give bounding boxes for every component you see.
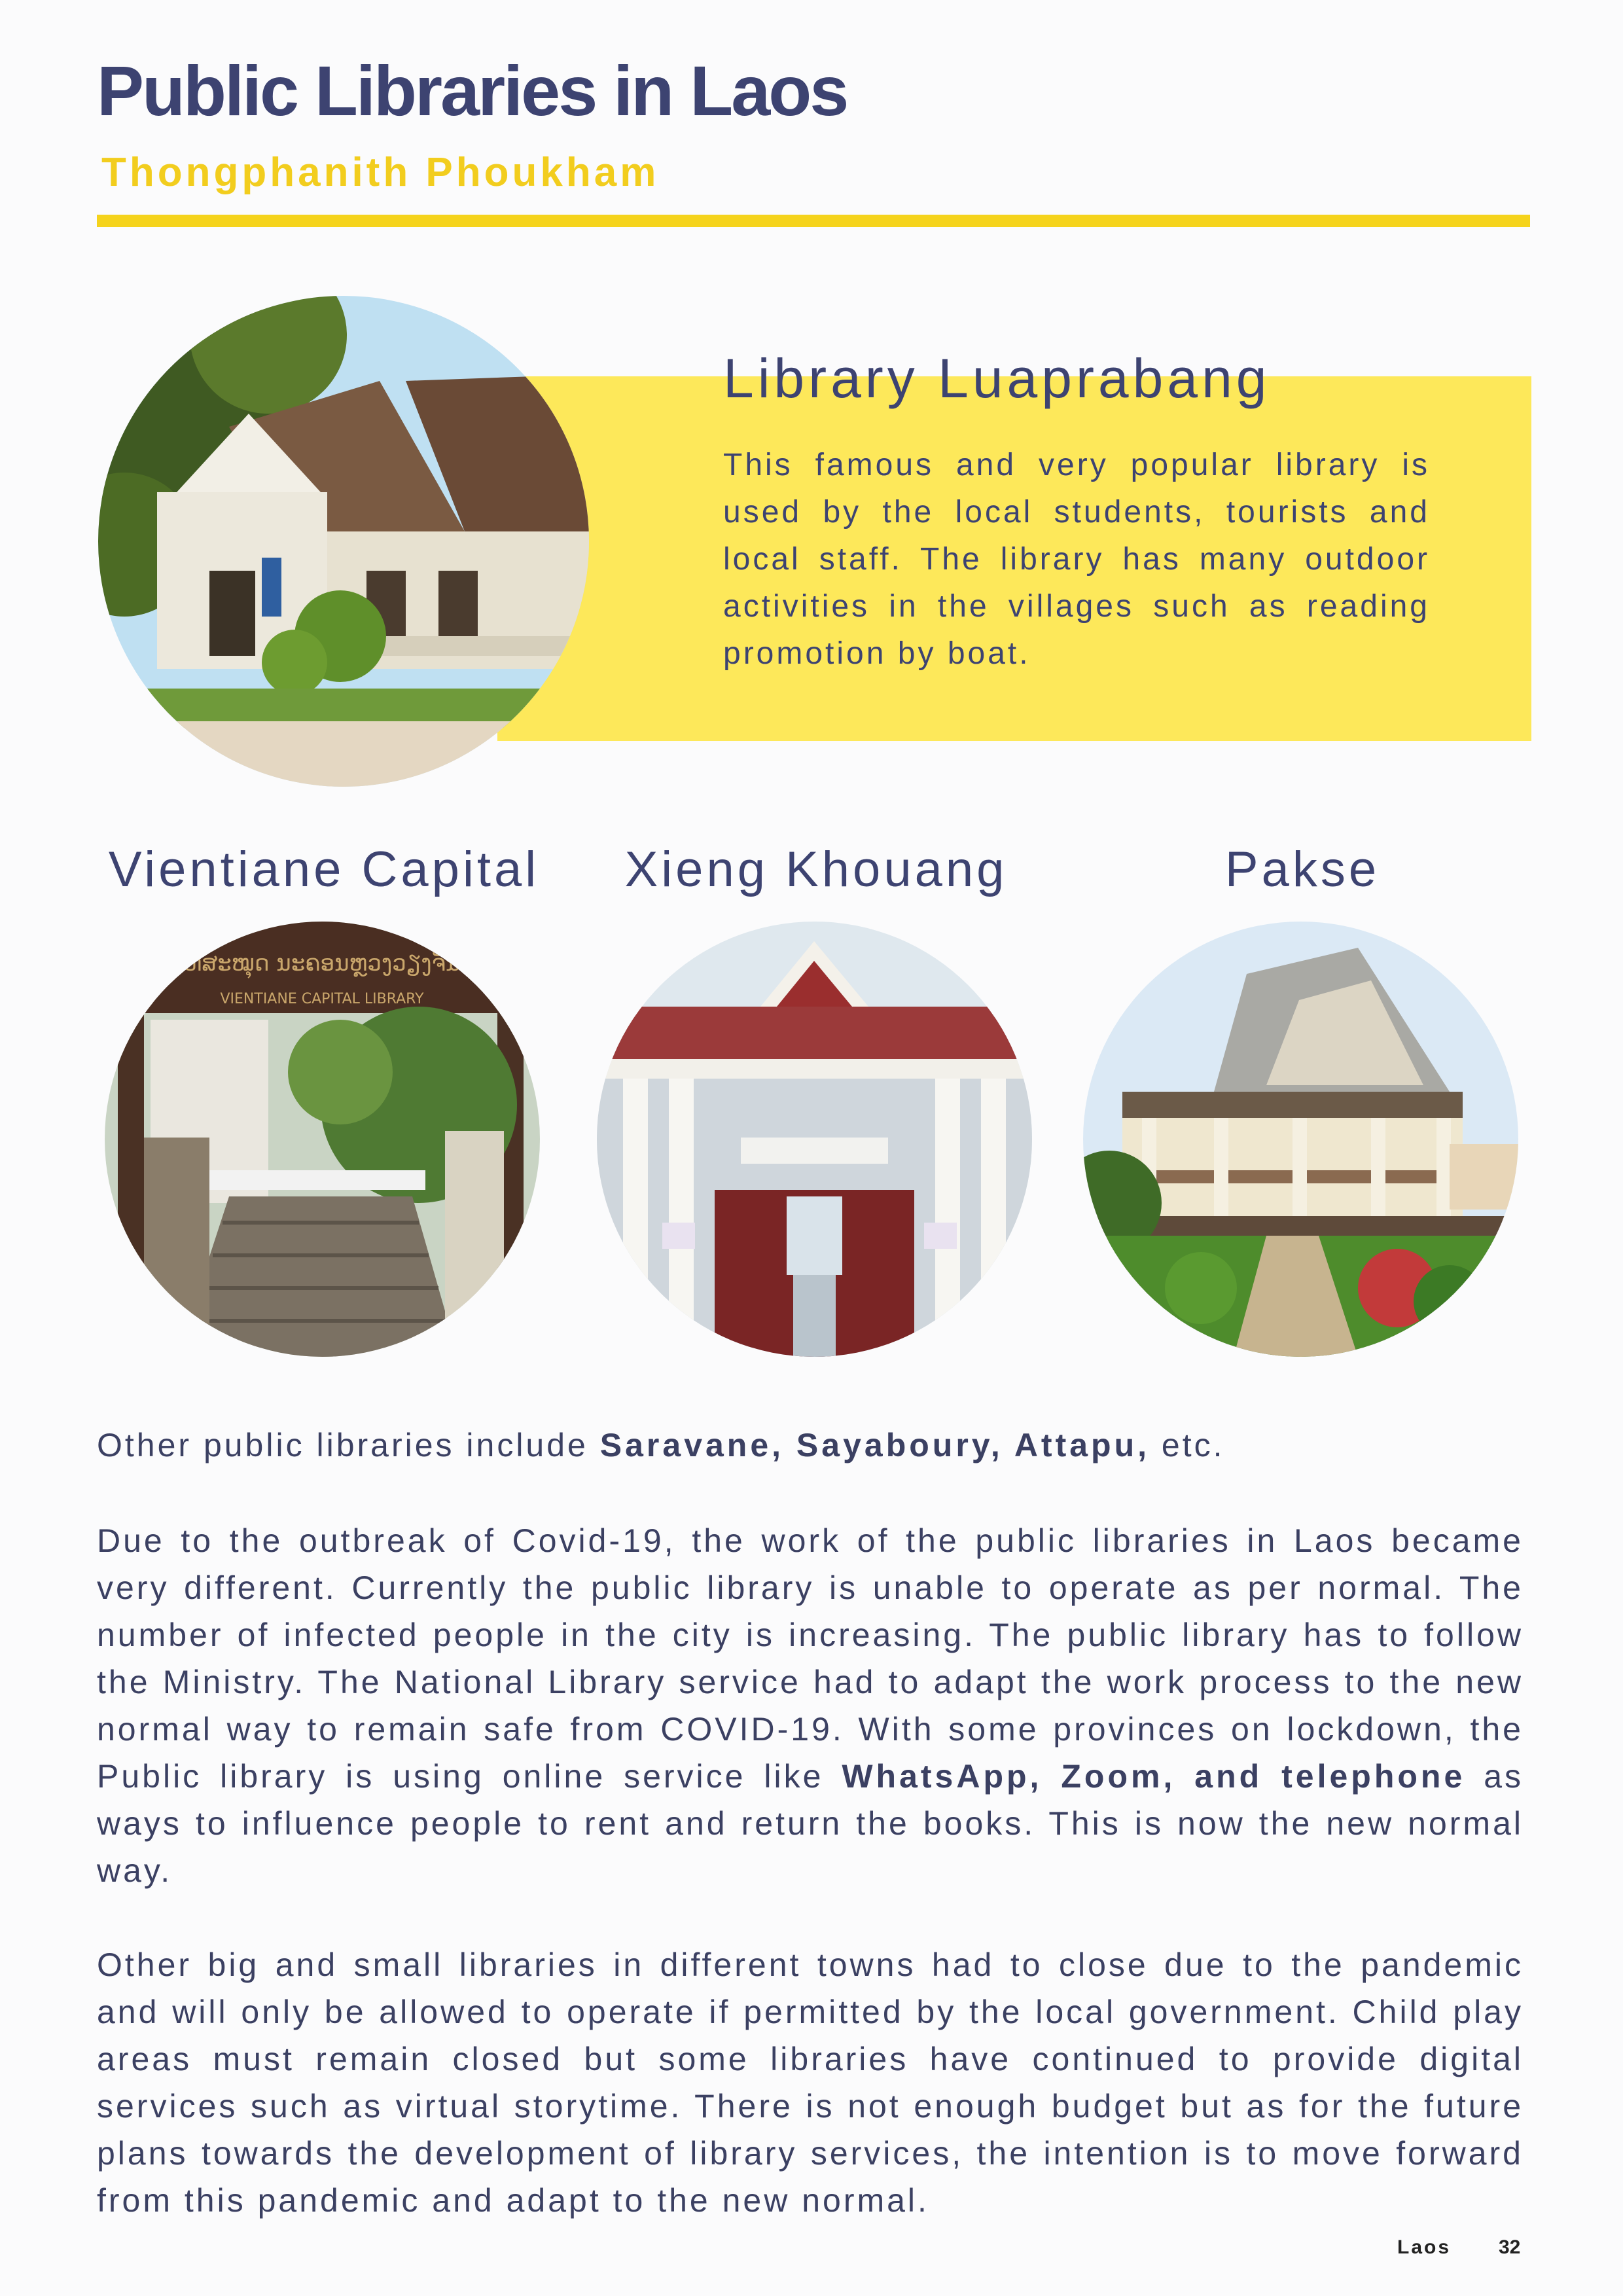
vientiane-sign-english: VIENTIANE CAPITAL LIBRARY bbox=[220, 991, 424, 1007]
city-label-xieng-khouang: Xieng Khouang bbox=[624, 842, 1008, 897]
page-number: 32 bbox=[1499, 2236, 1521, 2258]
covid-paragraph bbox=[97, 1517, 1524, 1894]
p1-bold-places: Saravane, Sayaboury, Attapu, bbox=[599, 1427, 1150, 1463]
city-label-vientiane: Vientiane Capital bbox=[108, 842, 540, 897]
p2-part-b: as ways to influence people to rent and return the books. This is now the new normal way. bbox=[97, 1758, 1524, 1889]
xieng-khouang-library-photo bbox=[597, 922, 1032, 1357]
author-name: Thongphanith Phoukham bbox=[101, 150, 660, 195]
vientiane-library-photo bbox=[105, 922, 540, 1357]
feature-description: This famous and very popular library is used by the local students, tourists and local staff. The library has many outdoor activities in the villages such as reading promotion by boat. bbox=[723, 448, 1430, 671]
pakse-library-photo bbox=[1083, 922, 1518, 1357]
feature-title: Library Luaprabang bbox=[723, 348, 1271, 409]
footer-section-label: Laos bbox=[1397, 2236, 1452, 2258]
other-libraries-paragraph bbox=[97, 1422, 1524, 1469]
p2-part-a: Due to the outbreak of Covid-19, the work of the public libraries in Laos became very different. Currently the public library is unable to operate as per normal. The number of infected people in the city is increasing. The public library has to follow the Ministry. The National Library service had to adapt the work process to the new normal way to remain safe from COVID-19. With some provinces on lockdown, the Public library is using online service like bbox=[97, 1522, 1524, 1795]
city-label-pakse: Pakse bbox=[1224, 842, 1380, 897]
p2-bold-services: WhatsApp, Zoom, and telephone bbox=[842, 1758, 1466, 1795]
vientiane-sign-lao: ຫໍສະໝຸດ ນະຄອນຫຼວງວຽງຈັນ bbox=[183, 950, 461, 977]
page-title: Public Libraries in Laos bbox=[97, 51, 847, 130]
luaprabang-library-photo bbox=[98, 296, 589, 787]
p1-prefix: Other public libraries include bbox=[97, 1427, 600, 1463]
p1-suffix: etc. bbox=[1150, 1427, 1225, 1463]
title-divider bbox=[97, 215, 1530, 227]
closures-paragraph: Other big and small libraries in different towns had to close due to the pandemic and will only be allowed to operate if permitted by the local government. Child play areas must remain closed but some libraries have continued to provide digital services such as virtual storytime. There is not enough budget but as for the future plans towards the development of library services, the intention is to move forward from this pandemic and adapt to the new normal. bbox=[97, 1946, 1524, 2219]
